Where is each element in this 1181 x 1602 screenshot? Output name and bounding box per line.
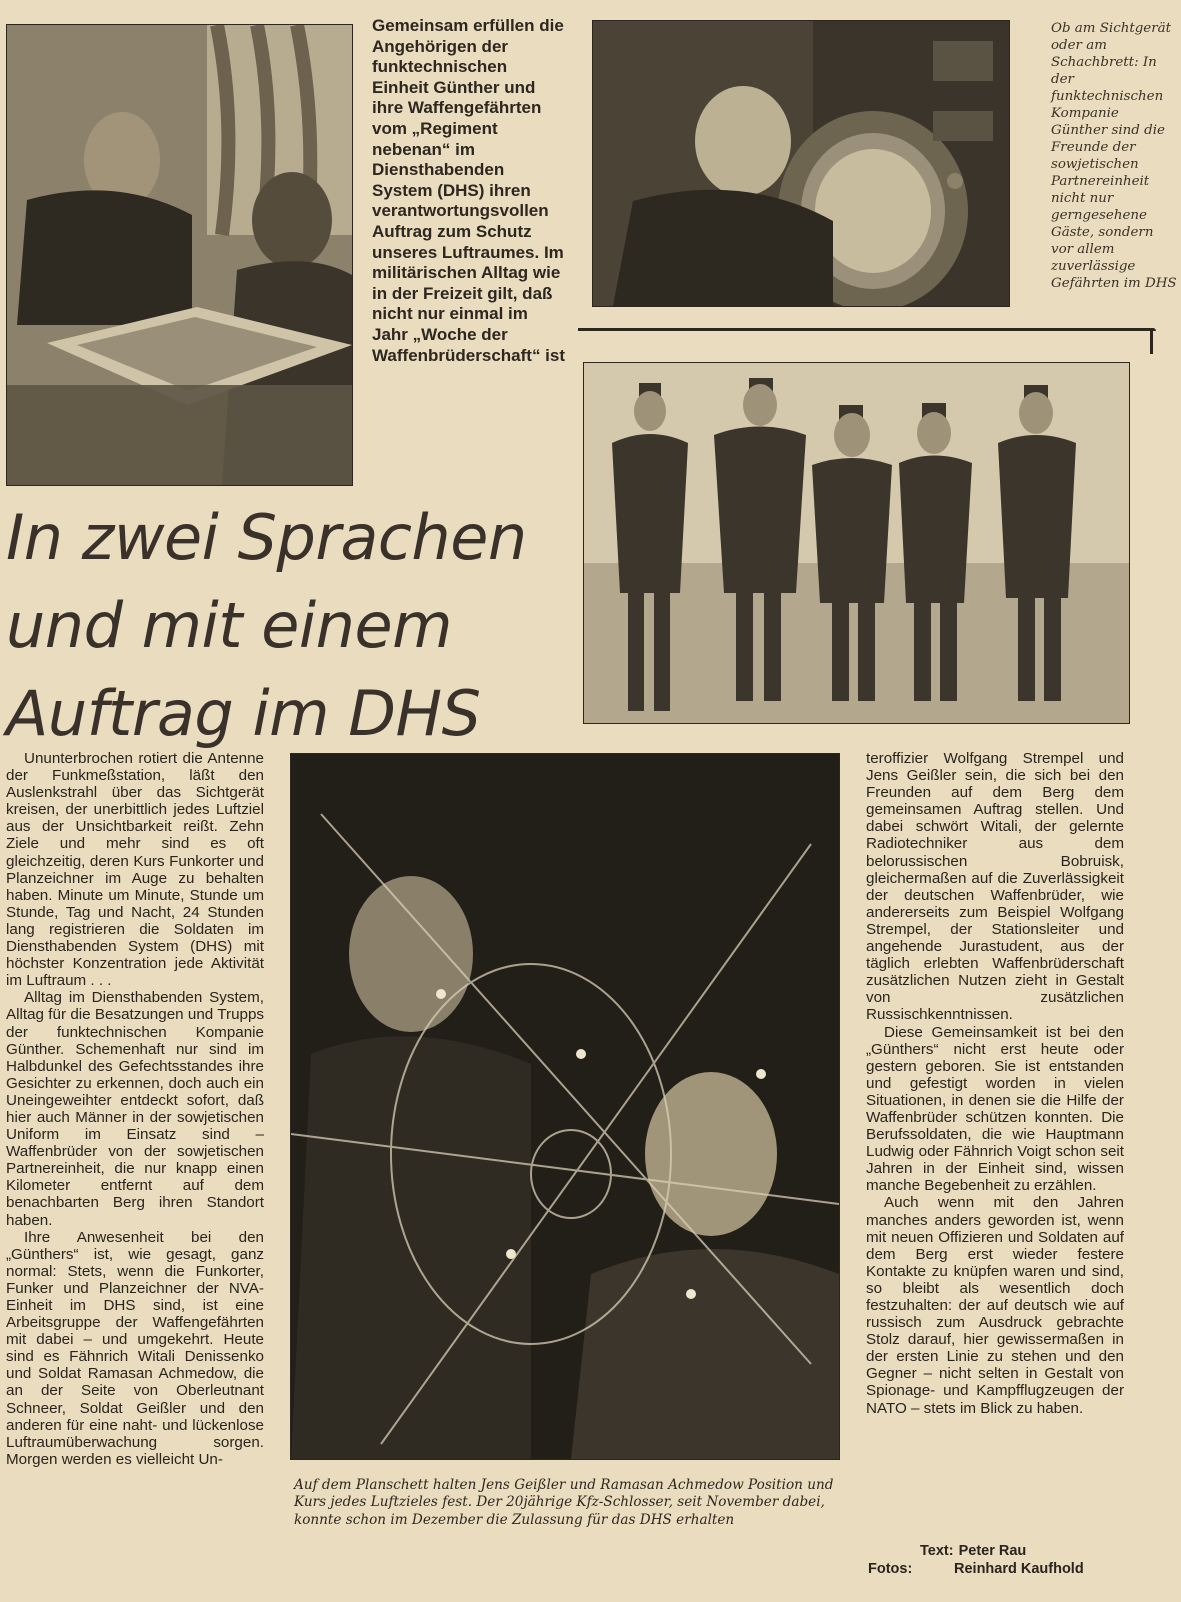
article-column-right (866, 750, 1124, 1417)
photo-soldiers-walking (583, 362, 1130, 724)
photo-plotting-board (290, 753, 840, 1460)
paragraph: Ihre Anwesenheit bei den „Günthers“ ist, wie gesagt, ganz normal: Stets, wenn die Funkorter, Funker und Planzeichner der NVA-Einheit im DHS sind, ist eine Arbeitsgruppe der Waffengefährten mit dabei – und umgekehrt. Heute sind es Fähnrich Witali Denissenko und Soldat Ramasan Achmedow, die an der Seite von Oberleutnant Schneer, Soldat Geißler und den anderen für eine naht- und lückenlose Luftraumüberwachung sorgen. Morgen werden es vielleicht Un- (6, 1228, 264, 1468)
side-caption: Ob am Sichtgerät oder am Schachbrett: In der funktechnischen Kompanie Günther sind die Freunde der sowjetischen Partnereinheit nicht nur gerngesehene Gäste, sondern vor allem zuverlässige Gefährten im DHS (1051, 21, 1177, 291)
credit-text (868, 1543, 1084, 1561)
credit-photos (868, 1561, 1084, 1579)
credit-name: Reinhard Kaufhold (954, 1560, 1084, 1577)
credits (868, 1543, 1084, 1578)
paragraph: Ununterbrochen rotiert die Antenne der Funkmeßstation, läßt den Auslenkstrahl über das Sichtgerät kreisen, der unerbittlich jedes Luftziel aus der Unsichtbarkeit reißt. Zehn Ziele und mehr sind es oft gleichzeitig, deren Kurs Funkorter und Planzeichner im Auge zu behalten haben. Minute um Minute, Stunde um Stunde, Tag und Nacht, 24 Stunden lang registrieren die Soldaten im Diensthabenden System (DHS) mit höchster Konzentration jede Aktivität im Luftraum . . . (6, 750, 264, 990)
article-column-left (6, 750, 264, 1468)
headline-line: In zwei Sprachen (6, 501, 527, 574)
credit-label: Fotos: (868, 1560, 913, 1577)
credit-name: Peter Rau (958, 1543, 1027, 1559)
paragraph: Alltag im Diensthabenden System, Alltag für die Besatzungen und Trupps der funktechnischen Kompanie Günther. Schemenhaft nur sind im Halbdunkel des Gefechtsstandes ihre Gesichter zu erkennen, doch auch ein Uneingeweihter entdeckt sofort, daß hier auch Männer in der sowjetischen Uniform im Einsatz sind – Waffenbrüder von der sowjetischen Partnereinheit, die nur knapp einen Kilometer entfernt auf dem benachbarten Berg ihren Standort haben. (6, 989, 264, 1229)
section-rule-end (1150, 330, 1153, 354)
photo-caption: Auf dem Planschett halten Jens Geißler und Ramasan Achmedow Position und Kurs jedes Luftzieles fest. Der 20jährige Kfz-Schlosser, seit November dabei, konnte schon im Dezember die Zulassung für das DHS erhalten (294, 1477, 834, 1528)
paragraph: Diese Gemeinsamkeit ist bei den „Günthers“ nicht erst heute oder gestern geboren. Sie ist entstanden und gefestigt worden in vielen Situationen, in denen sie die Hilfe der Waffenbrüder schützen konnten. Die Berufssoldaten, die wie Hauptmann Ludwig oder Fähnrich Voigt schon seit Jahren in der Einheit sind, wissen manche Begebenheit zu erzählen. (866, 1023, 1124, 1195)
photo-chess-players (6, 24, 353, 486)
top-caption: Gemeinsam erfüllen die Angehörigen der funktechnischen Einheit Günther und ihre Waffengefährten vom „Regiment nebenan“ im Diensthabenden System (DHS) ihren verantwortungsvollen Auftrag zum Schutz unseres Luftraumes. Im militärischen Alltag wie in der Freizeit gilt, daß nicht nur einmal im Jahr „Woche der Waffenbrüderschaft“ ist (372, 16, 566, 365)
paragraph: Auch wenn mit den Jahren manches anders geworden ist, wenn mit neuen Offizieren und Soldaten auf dem Berg erst wieder festere Kontakte zu knüpfen waren und sind, so bleibt als wesentlich doch festzuhalten: der auf deutsch wie auf russisch zum Ausdruck gebrachte Stolz darauf, hier gewissermaßen in der ersten Linie zu stehen und den Gegner – nicht selten in Gestalt von Spionage- und Kampfflugzeugen der NATO – stets im Blick zu haben. (866, 1194, 1124, 1417)
photo-radar-operator (592, 20, 1010, 307)
headline-line: und mit einem (6, 589, 452, 662)
headline-line: Auftrag im DHS (6, 677, 481, 750)
paragraph: teroffizier Wolfgang Strempel und Jens Geißler sein, die sich bei den Freunden auf dem Berg dem gemeinsamen Auftrag stellen. Und dabei schwört Witali, der gelernte Radiotechniker aus dem belorussischen Bobruisk, gleichermaßen auf die Zuverlässigkeit der deutschen Waffenbrüder, wie andererseits zum Beispiel Wolfgang Strempel, der Stationsleiter und angehende Jurastudent, aus der täglich erlebten Waffenbrüderschaft zusätzlichen Nutzen zieht in Gestalt von zusätzlichen Russischkenntnissen. (866, 750, 1124, 1024)
credit-label: Text: (920, 1543, 954, 1559)
section-rule (578, 328, 1156, 331)
headline (6, 494, 576, 758)
